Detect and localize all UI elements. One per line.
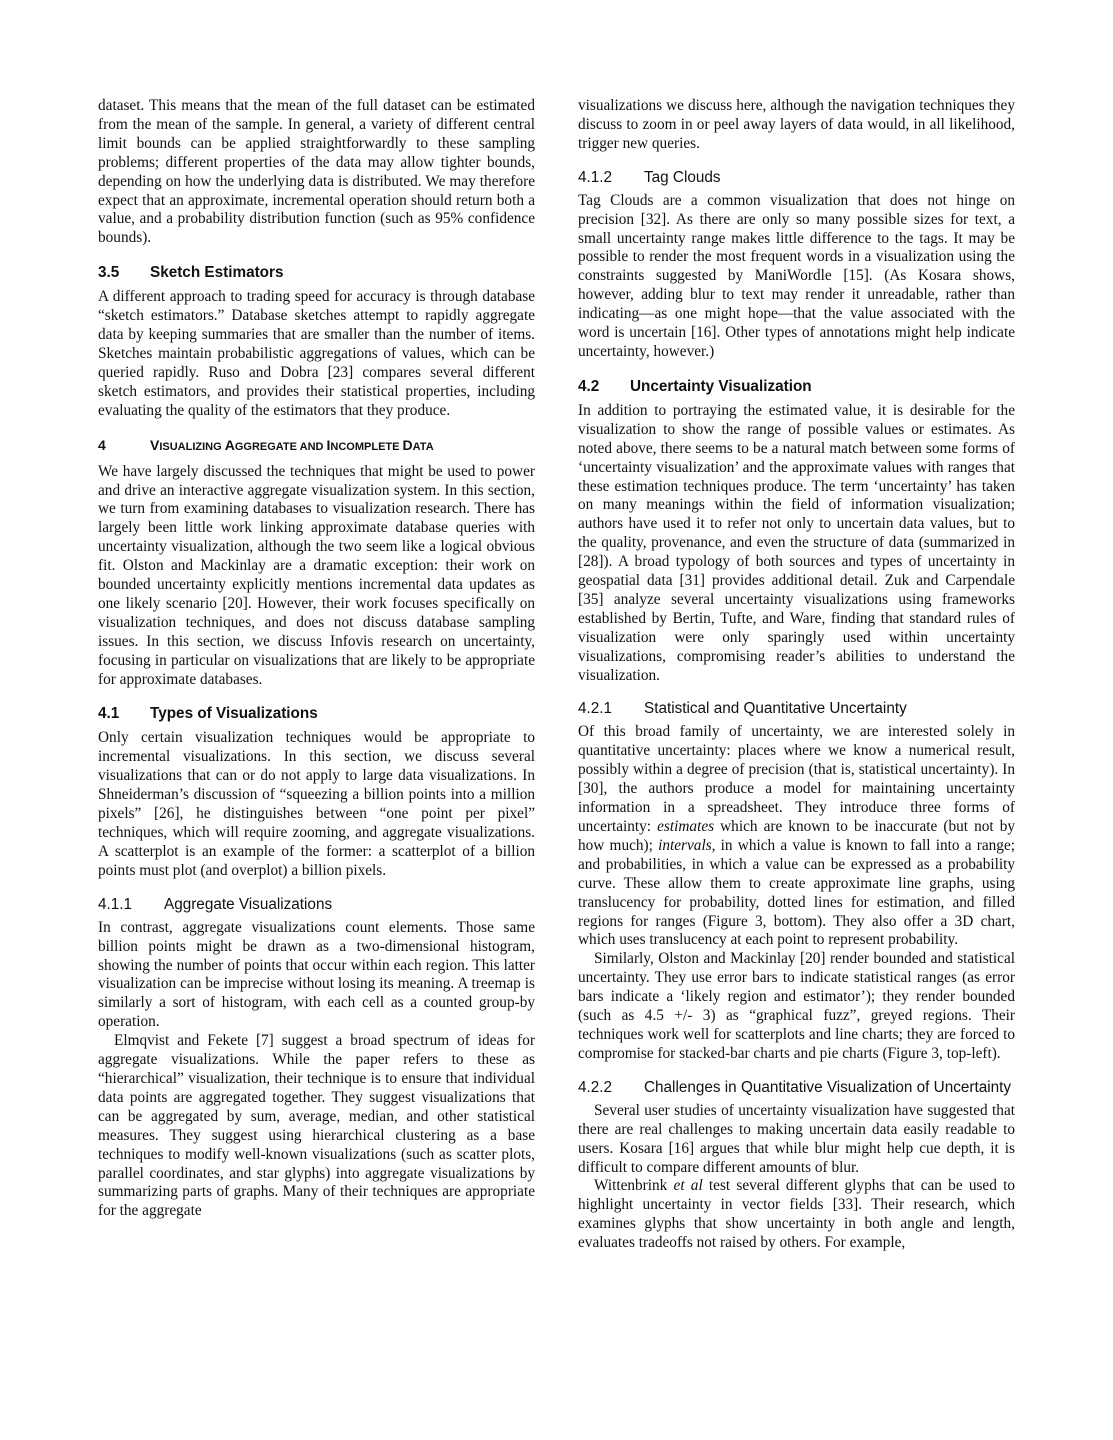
paragraph-aggregate-1: In contrast, aggregate visualizations count elements. Those same billion points might be drawn as a two-dimensional histogram, showing the number of points that occur within each region. This latter visualization can be imprecise without losing its meaning. A treemap is similarly a sort of histogram, with each cell as a counted group-by operation. — [98, 918, 535, 1031]
section-heading-4-1-2 — [578, 168, 1015, 187]
paragraph-intro: dataset. This means that the mean of the full dataset can be estimated from the mean of the sample. In general, a variety of different central limit bounds can be applied straightforwardly to these sampling problems; different properties of the data may allow tighter bounds, depending on how the underlying data is distributed. We may therefore expect that an approximate, incremental operation should return both a value, and a probability distribution function (such as 95% confidence bounds). — [98, 97, 535, 247]
section-number: 4.2.1 — [578, 700, 613, 718]
paragraph-continued: visualizations we discuss here, although the navigation techniques they discuss to zoom in or peel away layers of data would, in all likelihood, trigger new queries. — [578, 97, 1015, 152]
section-title: Uncertainty Visualization — [630, 377, 812, 395]
section-heading-3-5 — [98, 263, 535, 282]
paragraph-statistical-uncertainty-1: Of this broad family of uncertainty, we are interested solely in quantitative uncertainty: places where we know a numerical result, possibly within a degree of precision (that is, statistical uncertainty). In [30], the authors produce a model for maintaining uncertainty information in a spreadsheet. They introduce three forms of uncertainty: estimates which are known to be inaccurate (but not by how much); intervals, in which a value is known to fall into a range; and probabilities, in which a value can be expressed as a probability curve. These allow them to create approximate line graphs, using translucency for probability, dotted lines for estimation, and filled regions for ranges (Figure 3, bottom). They also offer a 3D chart, which uses translucency at each point to represent probability. — [578, 723, 1015, 949]
section-title: Aggregate Visualizations — [164, 895, 333, 913]
section-heading-4-2-2 — [578, 1078, 1015, 1097]
paragraph-challenges-2: Wittenbrink et al test several different glyphs that can be used to highlight uncertainty in vector fields [33]. Their research, which examines glyphs that show uncertainty in both angle and length, evaluates tradeoffs not raised by others. For example, — [578, 1177, 1015, 1252]
paragraph-visualizing-aggregate: We have largely discussed the techniques that might be used to power and drive an interactive aggregate visualization system. In this section, we turn from examining databases to visualization research. There has largely been little work linking approximate database queries with uncertainty visualization, although the two seem like a logical obvious fit. Olston and Mackinlay are a dramatic exception: their work on bounded uncertainty explicitly mentions incremental data updates as one likely scenario [20]. However, their work focuses specifically on visualization techniques, and does not discuss database sampling issues. In this section, we discuss Infovis research on uncertainty, focusing in particular on visualizations that are likely to be appropriate for approximate databases. — [98, 462, 535, 688]
section-number: 3.5 — [98, 264, 120, 282]
emphasis-estimates: estimates — [657, 818, 715, 835]
paragraph-types-of-visualizations: Only certain visualization techniques would be appropriate to incremental visualizations. In this section, we discuss several visualizations that can or do not apply to large data visualizations. In Shneiderman’s discussion of “squeezing a billion points into a million pixels” [26], he distinguishes between “one point per pixel” techniques, which will require zooming, and aggregate visualizations. A scatterplot is an example of the former: a scatterplot of a billion points must plot (and overplot) a billion pixels. — [98, 729, 535, 879]
section-heading-4-2-1 — [578, 699, 1015, 718]
paragraph-challenges-1: Several user studies of uncertainty visualization have suggested that there are real challenges to making uncertain data easily readable to users. Kosara [16] argues that while blur might help cue depth, it is difficult to compare different amounts of blur. — [578, 1101, 1015, 1176]
section-number: 4.1 — [98, 705, 120, 723]
emphasis-intervals: intervals, — [658, 836, 716, 854]
right-column — [578, 97, 1015, 1253]
paragraph-statistical-uncertainty-2: Similarly, Olston and Mackinlay [20] render bounded and statistical uncertainty. They use error bars to indicate statistical ranges (as error bars indicate a ‘likely region and estimator’); they render bounded (such as 4.5 +/- 3) as “graphical fuzz”, greyed regions. Their techniques work well for scatterplots and line charts; they are forced to compromise for stacked-bar charts and pie charts (Figure 3, top-left). — [578, 950, 1015, 1062]
section-heading-4-1 — [98, 704, 535, 723]
section-title: Sketch Estimators — [150, 264, 284, 282]
emphasis-et-al: et al — [673, 1177, 703, 1195]
section-heading-4-1-1 — [98, 895, 535, 914]
section-title: Challenges in Quantitative Visualization of Uncertainty — [644, 1078, 1012, 1096]
paragraph-tag-clouds: Tag Clouds are a common visualization that does not hinge on precision [32]. As there are only so many possible sizes for text, a small uncertainty range makes little difference to the tags. It may be possible to render the most frequent words in a visualization using the constraints suggested by ManiWordle [15]. (As Kosara shows, however, adding blur to text may render it unreadable, rather than indicating—as one might hope—that the value associated with the word is uncertain [16]. Other types of annotations might help indicate uncertainty, however.) — [578, 191, 1015, 360]
section-number: 4 — [98, 436, 106, 453]
paragraph-aggregate-2: Elmqvist and Fekete [7] suggest a broad spectrum of ideas for aggregate visualizations. While the paper refers to these as “hierarchical” visualization, their technique is to ensure that individual data points are aggregated together. They suggest visualizations that can be aggregated by sum, average, median, and other statistical measures. They suggest using hierarchical clustering as a base techniques to modify well-known visualizations (such as scatter plots, parallel coordinates, and star glyphs) into aggregate visualizations by summarizing parts of graphs. Many of their techniques are appropriate for the aggregate — [98, 1032, 535, 1220]
left-column — [98, 97, 535, 1221]
section-title: VISUALIZING AGGREGATE AND INCOMPLETE DATA — [150, 436, 434, 453]
section-number: 4.2 — [578, 377, 600, 395]
paragraph-sketch-estimators: A different approach to trading speed for accuracy is through database “sketch estimators.” Database sketches attempt to rapidly aggregate data by keeping summaries that are smaller than the number of items. Sketches maintain probabilistic aggregations of values, which can be queried rapidly. Ruso and Dobra [23] compares several different sketch estimators, and provides their statistical properties, including evaluating the quality of the estimators that they produce. — [98, 288, 535, 419]
section-title: Types of Visualizations — [150, 705, 318, 723]
section-number: 4.1.1 — [98, 895, 133, 913]
section-heading-4 — [98, 436, 535, 457]
section-heading-4-2 — [578, 377, 1015, 396]
paragraph-uncertainty-visualization: In addition to portraying the estimated value, it is desirable for the visualization to show the range of possible values or estimates. As noted above, there seems to be a natural match between some forms of ‘uncertainty visualization’ and the approximate values with ranges that these estimation techniques produce. The term ‘uncertainty’ has taken on many meanings within the field of information visualization; authors have used it to refer not only to uncertain data values, but to the quality, provenance, and even the structure of data (summarized in [28]). A broad typology of both sources and types of uncertainty in geospatial data [31] provides additional detail. Zuk and Carpendale [35] analyze several uncertainty visualizations using frameworks established by Bertin, Tufte, and Ware, finding that standard rules of visualization were only sparingly used within uncertainty visualizations, compromising reader’s abilities to understand the visualization. — [578, 401, 1015, 684]
section-number: 4.1.2 — [578, 168, 613, 186]
section-number: 4.2.2 — [578, 1078, 613, 1096]
section-title: Tag Clouds — [644, 168, 721, 186]
section-title: Statistical and Quantitative Uncertainty — [644, 700, 907, 718]
